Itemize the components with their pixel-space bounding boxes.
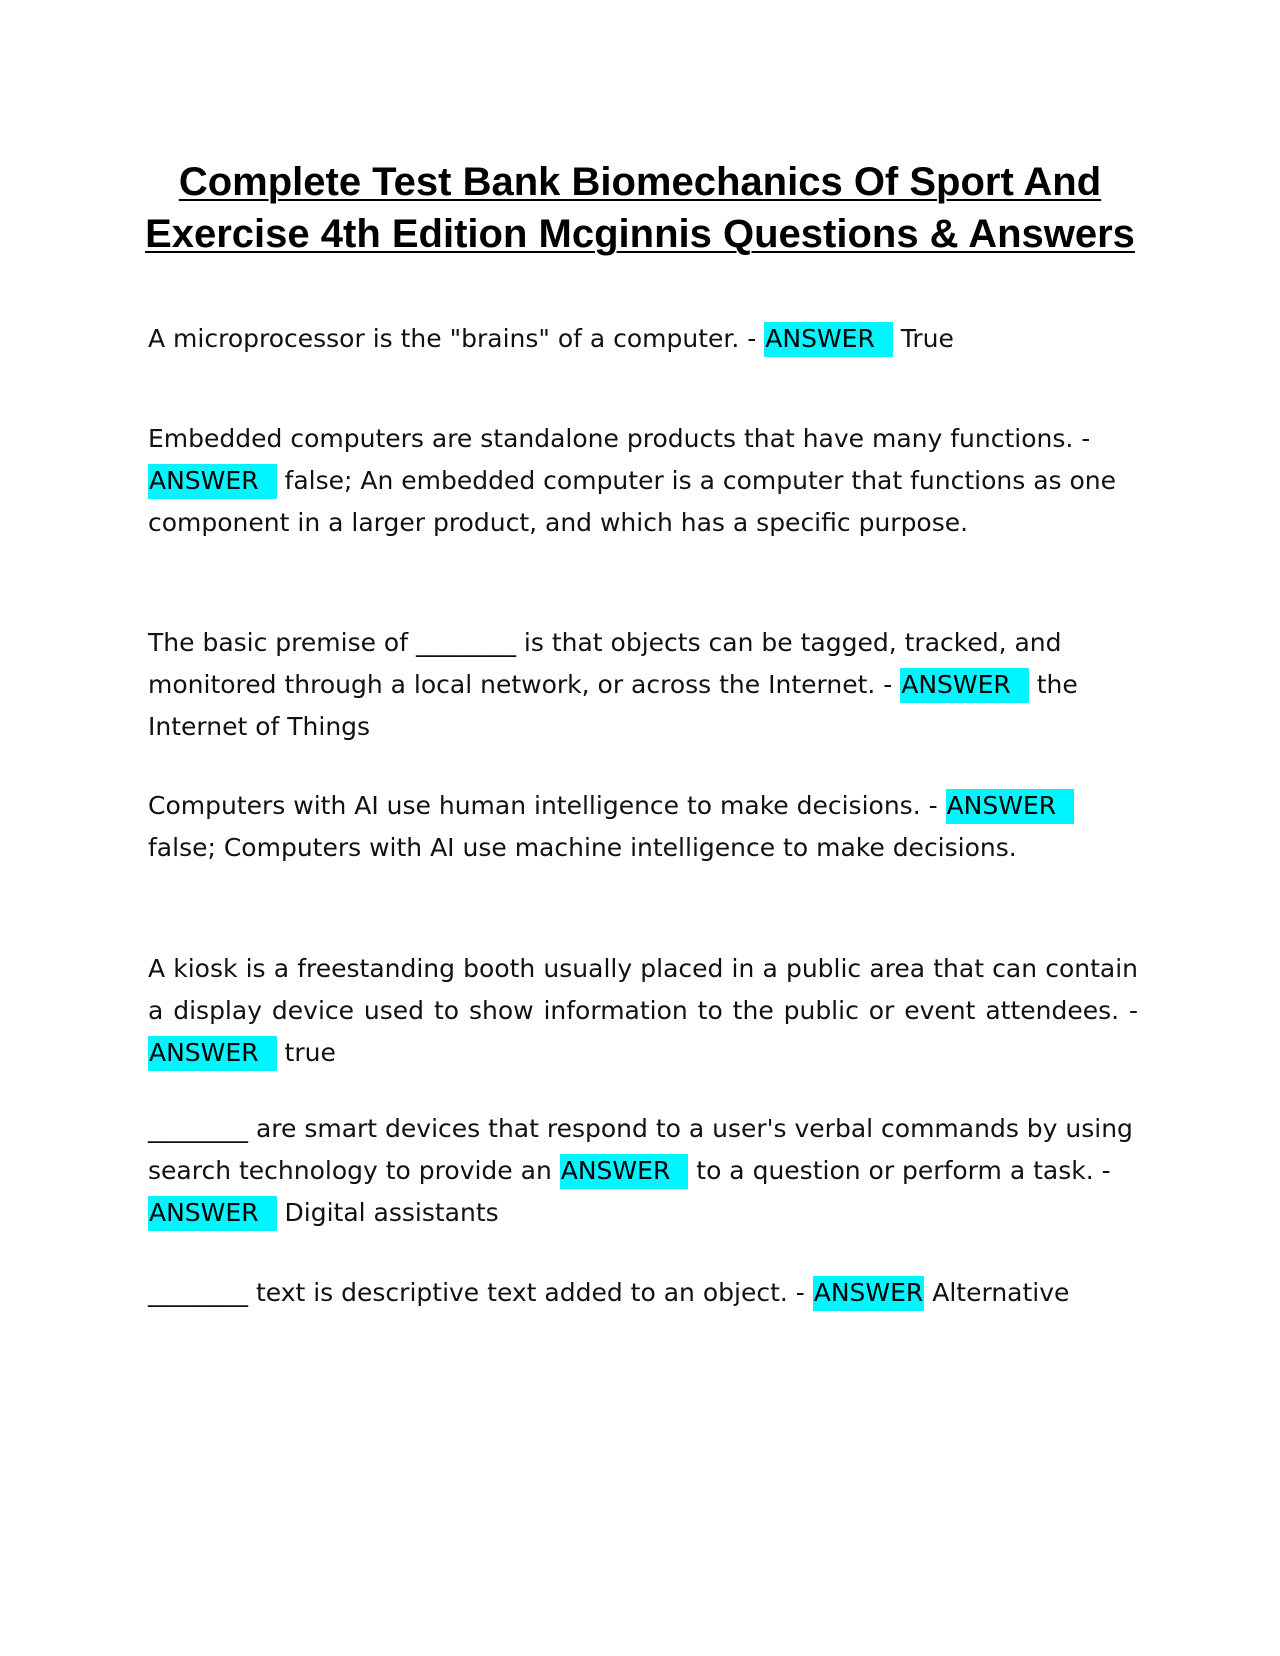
answer-text: True: [900, 324, 954, 353]
answer-highlight: ANSWER: [148, 1196, 277, 1231]
question-text-part-1: ________ are smart devices that respond to a user's verbal commands by using search technology to provide an: [148, 1114, 1133, 1185]
answer-highlight: ANSWER: [946, 789, 1075, 824]
answer-text: Digital assistants: [284, 1198, 499, 1227]
answer-highlight: ANSWER: [764, 322, 893, 357]
qa-item-3: [148, 622, 1138, 748]
question-text: ________ text is descriptive text added to an object. -: [148, 1278, 813, 1307]
answer-text: false; Computers with AI use machine intelligence to make decisions.: [148, 833, 1017, 862]
answer-highlight: ANSWER: [148, 1036, 277, 1071]
qa-item-1: [148, 318, 1138, 360]
answer-text: the Internet of Things: [148, 670, 1078, 741]
answer-text: true: [284, 1038, 336, 1067]
answer-text: false; An embedded computer is a computer that functions as one component in a larger product, and which has a specific purpose.: [148, 466, 1117, 537]
qa-item-5: [148, 948, 1138, 1074]
qa-item-2: [148, 418, 1138, 544]
document-title: [140, 156, 1140, 260]
answer-highlight-inline: ANSWER: [560, 1154, 689, 1189]
question-text: A kiosk is a freestanding booth usually placed in a public area that can contain a display device used to show information to the public or event attendees. -: [148, 954, 1138, 1025]
question-text: A microprocessor is the "brains" of a computer. -: [148, 324, 765, 353]
question-text-part-2: to a question or perform a task. -: [696, 1156, 1111, 1185]
qa-item-7: [148, 1272, 1138, 1314]
question-text: Embedded computers are standalone products that have many functions. -: [148, 424, 1091, 453]
answer-highlight: ANSWER: [900, 668, 1029, 703]
question-text: Computers with AI use human intelligence to make decisions. -: [148, 791, 946, 820]
answer-highlight: ANSWER: [148, 464, 277, 499]
question-text: The basic premise of ________ is that objects can be tagged, tracked, and monitored through a local network, or across the Internet. -: [148, 628, 1062, 699]
qa-item-4: [148, 785, 1138, 869]
document-title-text: Complete Test Bank Biomechanics Of Sport And Exercise 4th Edition Mcginnis Questions & Answers: [145, 160, 1135, 256]
answer-highlight: ANSWER: [813, 1276, 925, 1311]
answer-text: Alternative: [932, 1278, 1070, 1307]
qa-item-6: [148, 1108, 1138, 1234]
